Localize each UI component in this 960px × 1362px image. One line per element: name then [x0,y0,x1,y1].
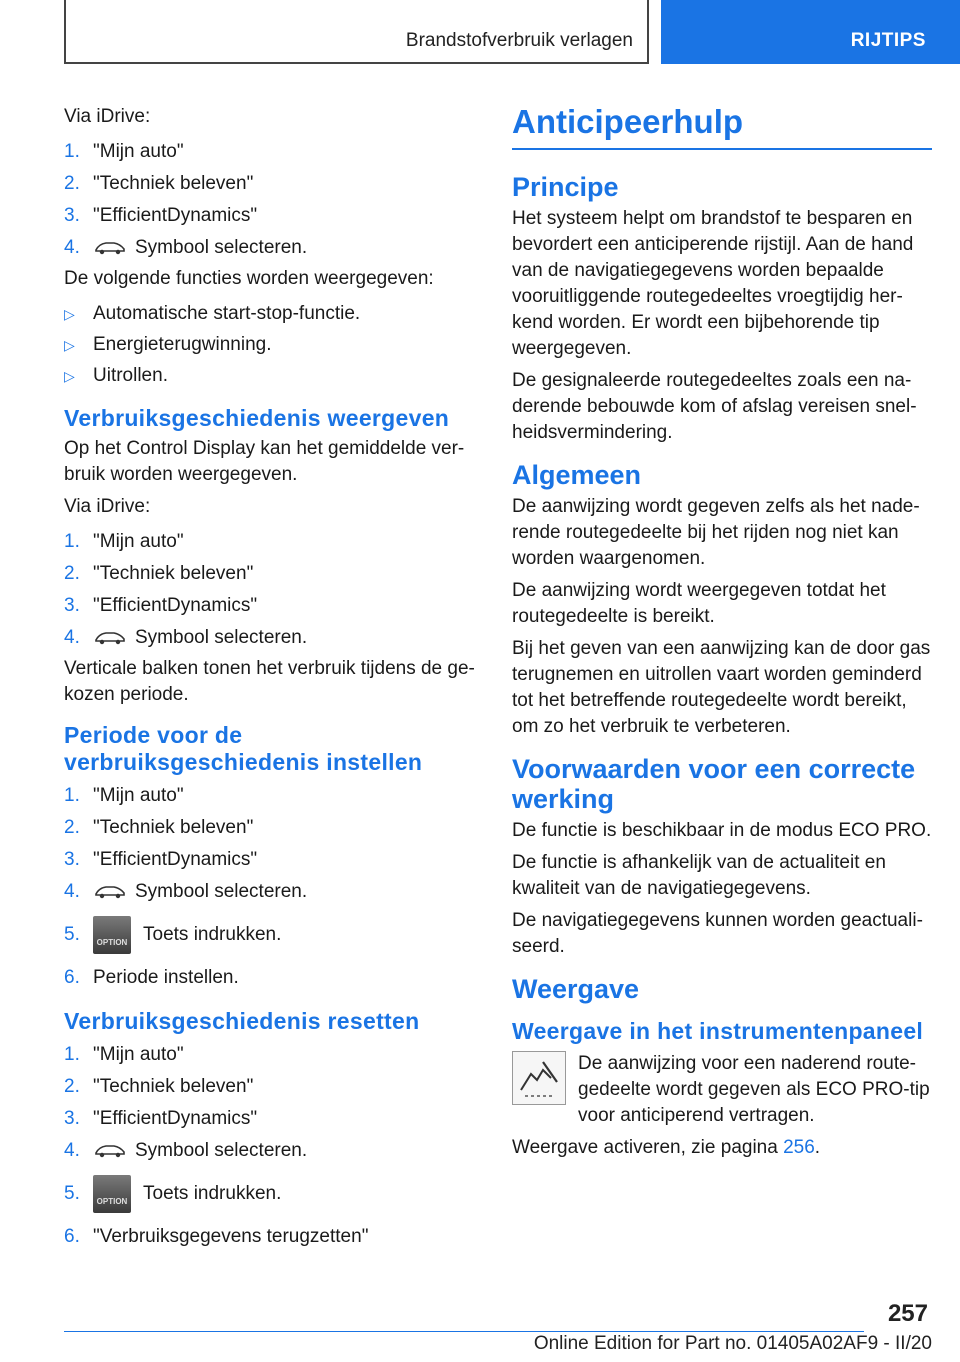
car-history-icon [93,629,127,647]
period-heading: Periode voor de verbruiksgeschiedenis instellen [64,722,423,775]
list-item: 6. Periode instellen. [64,967,239,988]
history-via: Via iDrive: [64,496,151,517]
weergave-heading: Weergave [512,974,640,1004]
page-number: 257 [887,1300,928,1327]
algemeen-paragraph: De aanwijzing wordt gegeven zelfs als het nade‐rende routegedeelte bij het rijden nog niet kan worden waargenomen. [512,496,920,569]
weergave-figure-text: De aanwijzing voor een naderend route‐gedeelte wordt gegeven als ECO PRO-tip voor anticiperend vertragen. [578,1053,930,1126]
right-column [512,100,932,1167]
intro-text: Via iDrive: [64,106,151,127]
option-button-icon: OPTION [93,1175,131,1213]
list-item: 4. Symbool selecteren. [64,237,308,258]
header-section-box [661,0,960,64]
list-item: 2. "Techniek beleven" [64,563,254,584]
list-item: ▷ Automatische start-stop-functie. [64,298,484,329]
history-heading: Verbruiksgeschiedenis weergeven [64,405,450,431]
list-item: 1. "Mijn auto" [64,141,184,162]
bars-text: Verticale balken tonen het verbruik tijdens de ge‐kozen periode. [64,658,475,705]
left-column [64,104,484,1255]
voorwaarden-paragraph: De functie is afhankelijk van de actualiteit en kwaliteit van de navigatiegegevens. [512,852,886,899]
voorwaarden-heading: Voorwaarden voor een correcte werking [512,754,916,814]
history-steps-list [64,526,484,654]
triangle-bullet-icon: ▷ [64,367,75,384]
list-item: 6. "Verbruiksgegevens terugzetten" [64,1226,369,1247]
list-item: 2. "Techniek beleven" [64,173,254,194]
list-item: 1. "Mijn auto" [64,785,184,806]
header-title-box [64,0,649,64]
voorwaarden-paragraph: De functie is beschikbaar in de modus ECO PRO. [512,820,932,841]
reset-steps-list [64,1039,484,1253]
weergave-figure [512,1051,932,1129]
list-item: 3. "EfficientDynamics" [64,595,258,616]
car-efficiency-icon [93,239,127,257]
page-link[interactable]: 256 [783,1137,815,1158]
list-item: 3. "EfficientDynamics" [64,1108,258,1129]
list-item: ▷ Uitrollen. [64,360,484,391]
edition-footer: Online Edition for Part no. 01405A02AF9 - II/20 [533,1333,932,1354]
triangle-bullet-icon: ▷ [64,336,75,353]
history-text: Op het Control Display kan het gemiddelde ver‐bruik worden weergegeven. [64,438,465,485]
activate-text: Weergave activeren, zie pagina 256. [512,1137,821,1158]
principe-heading: Principe [512,172,619,202]
principe-paragraph: Het systeem helpt om brandstof te besparen en bevordert een anticiperende rijstijl. Aan de hand van de navigatiegegevens worden bepaalde vooruitliggende routegedeeltes vroegtijdig her‐kend worden. Er wordt een bijbehorende tip weergegeven. [512,208,914,359]
list-item: 3. "EfficientDynamics" [64,205,258,226]
anticipation-hint-icon [512,1051,566,1105]
car-history-icon [93,1142,127,1160]
list-item: 4. Symbool selecteren. [64,1140,308,1161]
list-item: 5. OPTION Toets indrukken. [64,1167,484,1221]
list-item: 3. "EfficientDynamics" [64,849,258,870]
voorwaarden-paragraph: De navigatiegegevens kunnen worden geactuali‐seerd. [512,910,923,957]
header-section-tag: RIJTIPS [850,30,926,51]
reset-heading: Verbruiksgeschiedenis resetten [64,1008,420,1034]
main-heading: Anticipeerhulp [512,100,932,150]
functions-text: De volgende functies worden weergegeven: [64,268,434,289]
list-item: ▷ Energieterugwinning. [64,329,484,360]
algemeen-paragraph: Bij het geven van een aanwijzing kan de door gas terugnemen en uitrollen vaart worden geminderd tot het betreffende routegedeelte wordt bereikt, om zo het verbruik te verbeteren. [512,638,931,737]
algemeen-paragraph: De aanwijzing wordt weergegeven totdat het routegedeelte is bereikt. [512,580,886,627]
functions-list [64,298,484,391]
weergave-subheading: Weergave in het instrumentenpaneel [512,1018,924,1044]
triangle-bullet-icon: ▷ [64,305,75,322]
list-item: 5. OPTION Toets indrukken. [64,908,484,962]
principe-paragraph: De gesignaleerde routegedeeltes zoals een na‐derende bebouwde kom of afslag vereisen snel‐heidsvermindering. [512,370,917,443]
algemeen-heading: Algemeen [512,460,642,490]
option-button-icon: OPTION [93,916,131,954]
car-history-icon [93,883,127,901]
list-item: 2. "Techniek beleven" [64,1076,254,1097]
list-item: 1. "Mijn auto" [64,1044,184,1065]
list-item: 1. "Mijn auto" [64,531,184,552]
period-steps-list [64,780,484,994]
list-item: 4. Symbool selecteren. [64,627,308,648]
header-title: Brandstofverbruik verlagen [405,30,633,51]
list-item: 2. "Techniek beleven" [64,817,254,838]
idrive-steps-list [64,136,484,264]
footer-divider [64,1331,864,1332]
list-item: 4. Symbool selecteren. [64,881,308,902]
